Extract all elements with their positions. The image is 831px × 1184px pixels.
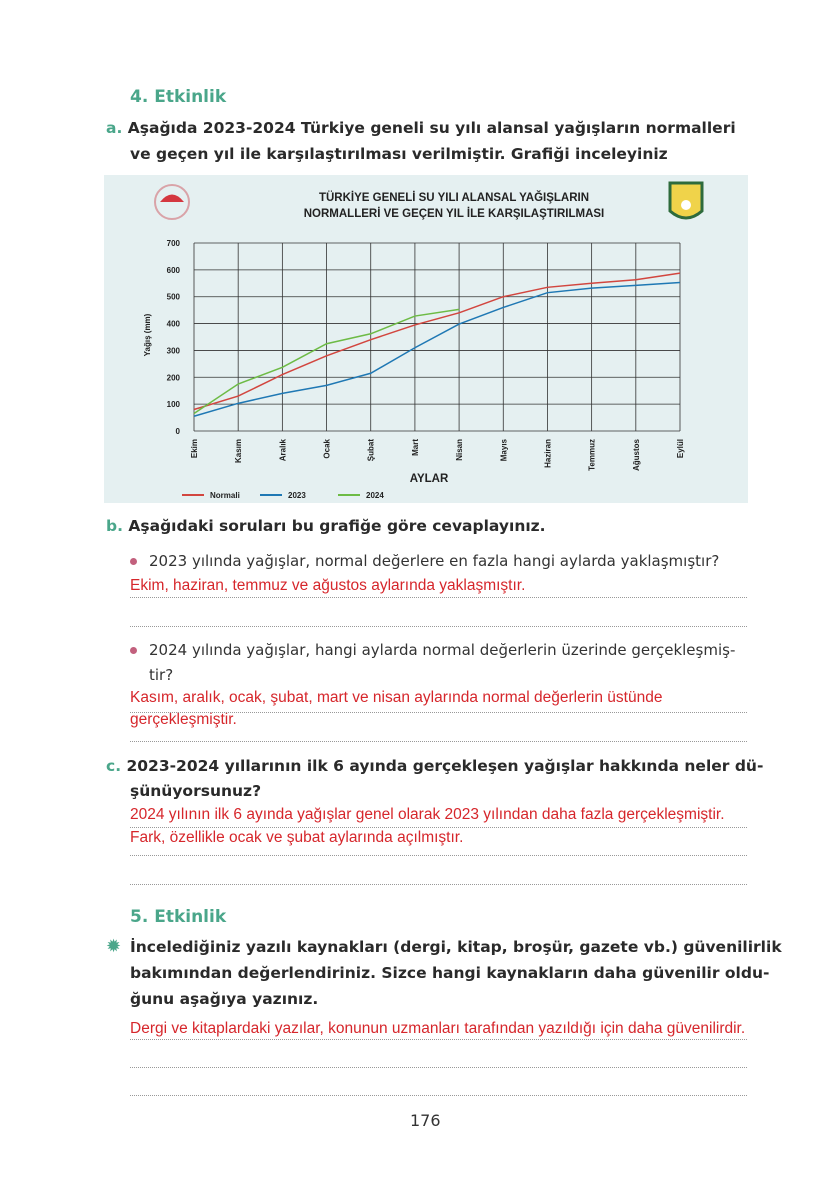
- activity-4-title: 4. Etkinlik: [130, 87, 227, 107]
- chart-title-2: NORMALLERİ VE GEÇEN YIL İLE KARŞILAŞTIRILMASI: [303, 208, 605, 220]
- question-2-line2: tir?: [149, 666, 174, 684]
- page-number: 176: [410, 1111, 441, 1130]
- y-tick-label: 0: [175, 427, 180, 436]
- question-a: [106, 119, 736, 137]
- ministry-logo: [155, 185, 189, 219]
- label-c: c.: [106, 757, 122, 775]
- question-b: [106, 517, 546, 535]
- label-b: b.: [106, 517, 123, 535]
- x-tick-label: Ağustos: [631, 439, 641, 471]
- answer-line: [130, 855, 747, 856]
- answer-line: [130, 1067, 747, 1068]
- question-2-text: 2024 yılında yağışlar, hangi aylarda normal değerlerin üzerinde gerçekleşmiş-: [149, 641, 736, 659]
- y-tick-label: 700: [166, 239, 180, 248]
- legend-label: Normali: [210, 491, 240, 500]
- legend-label: 2024: [366, 491, 384, 500]
- activity-5-line3: ğunu aşağıya yazınız.: [130, 990, 319, 1008]
- question-c-line2: şünüyorsunuz?: [130, 782, 262, 800]
- x-tick-label: Haziran: [543, 439, 553, 468]
- x-tick-label: Mayıs: [499, 439, 509, 462]
- answer-line: [130, 1039, 747, 1040]
- bullet-icon: [130, 558, 137, 565]
- question-1: [130, 552, 719, 570]
- answer-c-line2: Fark, özellikle ocak ve şubat aylarında açılmıştır.: [130, 829, 464, 846]
- star-burst-icon: ✹: [106, 936, 122, 957]
- x-tick-label: Ocak: [322, 439, 332, 459]
- x-tick-label: Kasım: [234, 439, 244, 464]
- activity-5-line1: İncelediğiniz yazılı kaynakları (dergi, kitap, broşür, gazete vb.) güvenilirlik: [130, 938, 782, 956]
- y-tick-label: 600: [166, 265, 180, 275]
- question-b-text: Aşağıdaki soruları bu grafiğe göre cevaplayınız.: [128, 517, 546, 535]
- activity-5-answer: Dergi ve kitaplardaki yazılar, konunun uzmanları tarafından yazıldığı için daha güvenilirdir.: [130, 1020, 746, 1037]
- question-c-line1: 2023-2024 yıllarının ilk 6 ayında gerçekleşen yağışlar hakkında neler dü-: [126, 757, 764, 775]
- label-a: a.: [106, 119, 123, 137]
- y-tick-label: 400: [166, 319, 180, 329]
- series-line-normali: [194, 273, 680, 409]
- series-line-2023: [194, 282, 680, 416]
- meteorology-logo: [670, 183, 702, 218]
- chart-title-1: TÜRKİYE GENELİ SU YILI ALANSAL YAĞIŞLARIN: [318, 192, 590, 204]
- answer-line: [130, 597, 747, 598]
- answer-line: [130, 827, 747, 828]
- x-tick-label: Temmuz: [587, 439, 597, 471]
- legend-label: 2023: [288, 491, 306, 500]
- answer-line: [130, 712, 747, 713]
- y-tick-label: 300: [166, 346, 180, 356]
- y-axis-label: Yağış (mm): [143, 313, 152, 357]
- x-tick-label: Aralık: [278, 439, 288, 462]
- answer-c-line1: 2024 yılının ilk 6 ayında yağışlar genel olarak 2023 yılından daha fazla gerçekleşmiştir.: [130, 806, 725, 823]
- question-1-text: 2023 yılında yağışlar, normal değerlere en fazla hangi aylarda yaklaşmıştır?: [149, 552, 720, 570]
- bullet-icon: [130, 647, 137, 654]
- activity-5-line2: bakımından değerlendiriniz. Sizce hangi kaynakların daha güvenilir oldu-: [130, 964, 770, 982]
- answer-2-line2: gerçekleşmiştir.: [130, 711, 237, 728]
- activity-5-title: 5. Etkinlik: [130, 907, 227, 927]
- x-tick-label: Şubat: [366, 439, 376, 462]
- question-a-line2: ve geçen yıl ile karşılaştırılması verilmiştir. Grafiği inceleyiniz: [130, 145, 668, 163]
- answer-1: Ekim, haziran, temmuz ve ağustos aylarında yaklaşmıştır.: [130, 577, 526, 594]
- question-c: [106, 757, 763, 775]
- answer-2-line1: Kasım, aralık, ocak, şubat, mart ve nisan aylarında normal değerlerin üstünde: [130, 689, 663, 706]
- x-tick-label: Ekim: [190, 439, 199, 459]
- answer-line: [130, 884, 747, 885]
- answer-line: [130, 626, 747, 627]
- answer-line: [130, 1095, 747, 1096]
- question-a-line1: Aşağıda 2023-2024 Türkiye geneli su yılı alansal yağışların normalleri: [127, 119, 736, 137]
- y-tick-label: 500: [166, 292, 180, 302]
- rainfall-chart: [104, 175, 748, 503]
- x-axis-label: AYLAR: [409, 473, 449, 485]
- answer-line: [130, 741, 747, 742]
- question-2: [130, 641, 735, 659]
- chart-svg: [104, 175, 748, 503]
- y-tick-label: 200: [166, 373, 180, 383]
- x-tick-label: Nisan: [455, 439, 465, 461]
- x-tick-label: Mart: [410, 439, 420, 456]
- y-tick-label: 100: [166, 400, 180, 410]
- x-tick-label: Eylül: [676, 439, 685, 459]
